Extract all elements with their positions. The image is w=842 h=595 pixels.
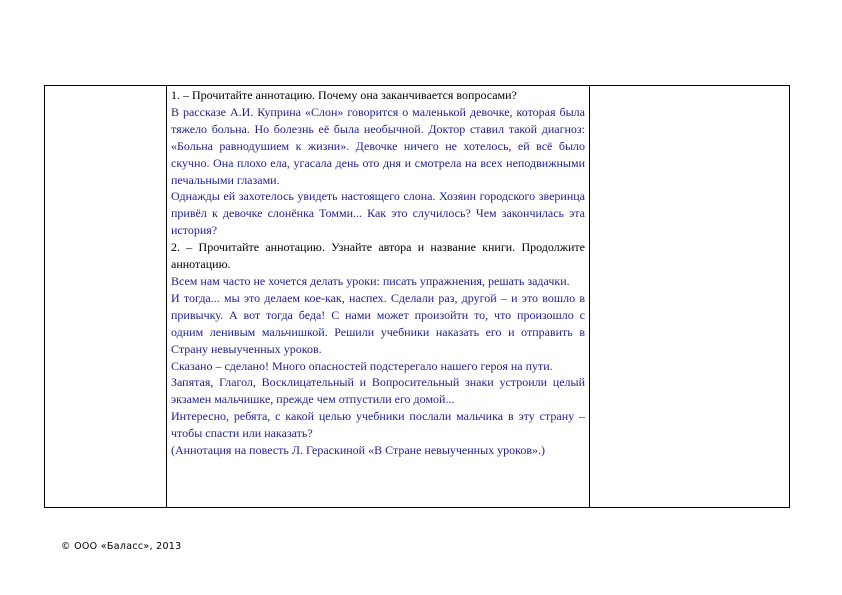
copyright-footer: © ООО «Баласс», 2013: [61, 541, 182, 552]
annotation-2-part-1: Всем нам часто не хочется делать уроки: писать упражнения, решать задачки.: [171, 273, 570, 288]
annotation-2-part-5: Интересно, ребята, с какой целью учебники послали мальчика в эту страну – чтобы спасти или наказать?: [171, 409, 585, 441]
lesson-table: [44, 85, 790, 508]
annotation-2-part-3: Сказано – сделано! Много опасностей подстерегало нашего героя на пути.: [171, 358, 553, 373]
annotation-cell: [167, 86, 590, 508]
annotation-2-source: (Аннотация на повесть Л. Гераскиной «В Стране невыученных уроков».): [171, 443, 546, 458]
question-1: 1. – Прочитайте аннотацию. Почему она заканчивается вопросами?: [171, 88, 517, 102]
right-empty-cell: [590, 86, 790, 508]
question-2: 2. – Прочитайте аннотацию. Узнайте автора и название книги. Продолжите аннотацию.: [171, 240, 585, 272]
annotation-2-part-4: Запятая, Глагол, Восклицательный и Вопросительный знаки устроили целый экзамен мальчишке, прежде чем отпустили его домой...: [171, 375, 585, 407]
annotation-2-part-2: И тогда... мы это делаем кое-как, наспех. Сделали раз, другой – и это вошло в привычку. А вот тогда беда! С нами может произойти то, что произошло с одним ленивым мальчишкой. Решили учебники наказать его и отправить в Страну невыученных уроков.: [171, 290, 585, 356]
left-empty-cell: [45, 86, 167, 508]
annotation-1-part-2: Однажды ей захотелось увидеть настоящего слона. Хозяин городского зверинца привёл к девочке слонёнка Томми... Как это случилось? Чем закончилась эта история?: [171, 189, 585, 238]
annotation-1-part-1: В рассказе А.И. Куприна «Слон» говорится о маленькой девочке, которая была тяжело больна. Но болезнь её была необычной. Доктор ставил такой диагноз: «Больна равнодушием к жизни». Девочке ничего не хотелось, ей всё было скучно. Она плохо ела, угасала день ото дня и смотрела на всех неподвижными печальными глазами.: [171, 104, 585, 187]
table-row: [45, 86, 790, 508]
annotation-text: [167, 86, 589, 459]
